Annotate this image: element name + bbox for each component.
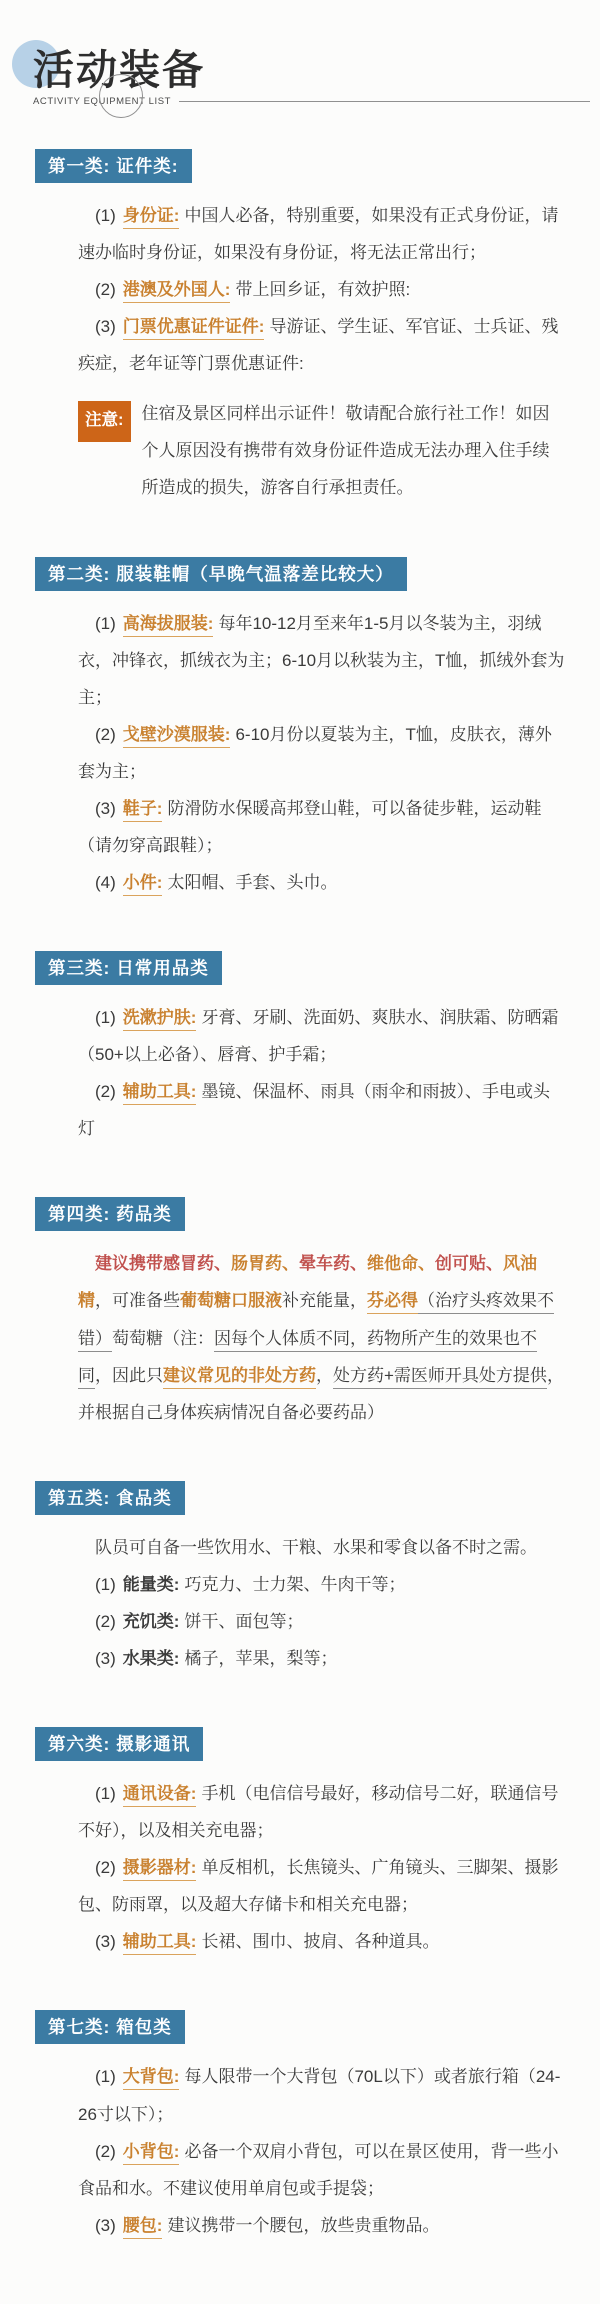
section xyxy=(0,1727,600,1960)
list-item xyxy=(78,1640,566,1677)
section-title: 第五类: 食品类 xyxy=(35,1481,185,1515)
text-segment: ， xyxy=(316,1365,333,1385)
section-body xyxy=(0,1515,600,1677)
item-text: 橘子，苹果，梨等； xyxy=(184,1648,338,1668)
item-term: 高海拔服装: xyxy=(123,614,214,637)
text-segment: 创可贴、 xyxy=(435,1254,503,1274)
item-text: 饼干、面包等； xyxy=(184,1611,304,1631)
item-text: 手机（电信信号最好，移动信号二好，联通信号不好），以及相关充电器； xyxy=(78,1784,559,1841)
paragraph xyxy=(78,1245,566,1430)
text-segment: 风油精 xyxy=(78,1254,537,1311)
item-term: 小背包: xyxy=(123,2142,180,2165)
item-text: 带上回乡证，有效护照: xyxy=(235,280,411,300)
text-segment: 补充能量， xyxy=(282,1291,367,1311)
section-body xyxy=(0,2044,600,2243)
text-segment: 建议携带感冒药、 xyxy=(95,1254,231,1274)
text-segment: 葡萄糖口服液 xyxy=(180,1291,282,1311)
item-term: 小件: xyxy=(123,873,163,896)
list-item xyxy=(78,1566,566,1603)
list-item xyxy=(78,271,566,308)
item-text: 6-10月份以夏装为主，T恤，皮肤衣，薄外套为主； xyxy=(78,724,552,781)
text-segment: 维他命、 xyxy=(367,1254,435,1274)
section-body xyxy=(0,591,600,901)
item-text: 长裙、围巾、披肩、各种道具。 xyxy=(201,1932,440,1952)
section-body xyxy=(0,1761,600,1960)
section-title: 第六类: 摄影通讯 xyxy=(35,1727,203,1761)
item-number: (3) xyxy=(95,1648,116,1668)
item-text: 单反相机，长焦镜头、广角镜头、三脚架、摄影包、防雨罩，以及超大存储卡和相关充电器； xyxy=(78,1858,559,1915)
item-term: 通讯设备: xyxy=(123,1784,197,1807)
item-number: (2) xyxy=(95,1611,116,1631)
item-term: 洗漱护肤: xyxy=(123,1008,197,1031)
list-item xyxy=(78,1603,566,1640)
item-number: (1) xyxy=(95,2067,116,2087)
item-text: 必备一个双肩小背包，可以在景区使用，背一些小食品和水。不建议使用单肩包或手提袋； xyxy=(78,2141,559,2198)
list-item xyxy=(78,999,566,1073)
page-subtitle: ACTIVITY EQUIPMENT LIST xyxy=(33,96,172,107)
item-text: 太阳帽、手套、头巾。 xyxy=(167,872,338,892)
section-title: 第七类: 箱包类 xyxy=(35,2010,185,2044)
page-title: 活动装备 xyxy=(33,47,205,93)
section-body xyxy=(0,1231,600,1430)
item-term: 鞋子: xyxy=(123,799,163,822)
text-segment: 芬必得 xyxy=(367,1291,418,1314)
text-segment: ，可准备些 xyxy=(95,1291,180,1311)
item-text: 每人限带一个大背包（70L以下）或者旅行箱（24-26寸以下）； xyxy=(78,2067,561,2124)
item-number: (2) xyxy=(95,2141,116,2161)
item-text: 每年10-12月至来年1-5月以冬装为主，羽绒衣，冲锋衣，抓绒衣为主；6-10月以秋装为主，T恤，抓绒外套为主； xyxy=(78,613,565,707)
item-number: (3) xyxy=(95,317,116,337)
section-title: 第三类: 日常用品类 xyxy=(35,951,222,985)
item-text: 导游证、学生证、军官证、士兵证、残疾症，老年证等门票优惠证件: xyxy=(78,317,559,374)
item-term: 大背包: xyxy=(123,2067,180,2090)
item-text: 防滑防水保暖高邦登山鞋，可以备徒步鞋，运动鞋（请勿穿高跟鞋）； xyxy=(78,798,542,855)
text-segment: ，因此只 xyxy=(95,1365,163,1385)
section-title: 第一类: 证件类: xyxy=(35,149,192,183)
item-term: 水果类: xyxy=(122,1648,180,1668)
paragraph: 队员可自备一些饮用水、干粮、水果和零食以备不时之需。 xyxy=(95,1537,537,1557)
item-term: 身份证: xyxy=(123,206,180,229)
list-item xyxy=(78,2207,566,2244)
item-term: 辅助工具: xyxy=(123,1082,197,1105)
section xyxy=(0,1197,600,1430)
item-term: 辅助工具: xyxy=(123,1932,197,1955)
item-term: 门票优惠证件证件: xyxy=(123,317,265,340)
list-item xyxy=(78,197,566,271)
item-text: 中国人必备，特别重要，如果没有正式身份证，请速办临时身份证，如果没有身份证，将无法正常出行； xyxy=(78,206,559,263)
item-number: (1) xyxy=(95,1008,116,1028)
list-item xyxy=(78,308,566,382)
list-item xyxy=(78,605,566,716)
section xyxy=(0,2010,600,2243)
header-divider xyxy=(179,101,590,102)
section-title: 第二类: 服装鞋帽（早晚气温落差比较大） xyxy=(35,557,407,591)
section xyxy=(0,557,600,902)
list-item xyxy=(78,790,566,864)
item-text: 牙膏、牙刷、洗面奶、爽肤水、润肤霜、防晒霜（50+以上必备）、唇膏、护手霜； xyxy=(78,1008,559,1065)
item-number: (2) xyxy=(95,280,116,300)
item-text: 墨镜、保温杯、雨具（雨伞和雨披）、手电或头灯 xyxy=(78,1082,550,1139)
item-number: (2) xyxy=(95,1082,116,1102)
section-title: 第四类: 药品类 xyxy=(35,1197,185,1231)
text-segment: ，并根据自己身体疾病情况自备必要药品） xyxy=(78,1365,564,1422)
item-number: (4) xyxy=(95,872,116,892)
item-number: (2) xyxy=(95,724,116,744)
list-item xyxy=(78,1073,566,1147)
list-item xyxy=(78,1923,566,1960)
item-number: (3) xyxy=(95,1932,116,1952)
item-number: (2) xyxy=(95,1858,116,1878)
notice-text: 住宿及景区同样出示证件！敬请配合旅行社工作！如因个人原因没有携带有效身份证件造成无法办理入住手续所造成的损失，游客自行承担责任。 xyxy=(141,404,550,498)
list-item xyxy=(78,2133,566,2207)
item-term: 腰包: xyxy=(123,2216,163,2239)
list-item xyxy=(78,2058,566,2132)
document-body xyxy=(0,149,600,2304)
section xyxy=(0,951,600,1147)
item-number: (3) xyxy=(95,798,116,818)
section-body xyxy=(0,985,600,1147)
section xyxy=(0,1481,600,1677)
text-segment: 处方药+需医师开具处方提供 xyxy=(333,1366,547,1389)
text-segment: 萄萄糖（注： xyxy=(112,1328,214,1348)
item-number: (3) xyxy=(95,2215,116,2235)
notice-label: 注意: xyxy=(78,401,131,442)
section-body xyxy=(0,183,600,506)
item-number: (1) xyxy=(95,1574,116,1594)
text-segment: 肠胃药、 xyxy=(231,1254,299,1274)
text-segment: 建议常见的非处方药 xyxy=(163,1366,316,1389)
decorative-ring xyxy=(99,74,143,118)
item-term: 港澳及外国人: xyxy=(123,280,231,303)
list-item xyxy=(78,1849,566,1923)
text-segment: （治疗头疼效果不错） xyxy=(78,1291,554,1351)
item-number: (1) xyxy=(95,206,116,226)
item-term: 摄影器材: xyxy=(123,1858,197,1881)
item-term: 充饥类: xyxy=(122,1611,180,1631)
list-item xyxy=(78,716,566,790)
list-item xyxy=(78,1775,566,1849)
section xyxy=(0,149,600,507)
text-segment: 晕车药、 xyxy=(299,1254,367,1274)
page-header xyxy=(0,0,600,107)
item-text: 巧克力、士力架、牛肉干等； xyxy=(184,1574,406,1594)
list-item xyxy=(78,864,566,901)
item-number: (1) xyxy=(95,1784,116,1804)
item-term: 能量类: xyxy=(122,1574,180,1594)
item-term: 戈壁沙漠服装: xyxy=(123,725,231,748)
item-number: (1) xyxy=(95,613,116,633)
text-segment: 因每个人体质不同，药物所产生的效果也不同 xyxy=(78,1329,537,1389)
notice-box xyxy=(78,395,566,506)
item-text: 建议携带一个腰包，放些贵重物品。 xyxy=(167,2215,440,2235)
